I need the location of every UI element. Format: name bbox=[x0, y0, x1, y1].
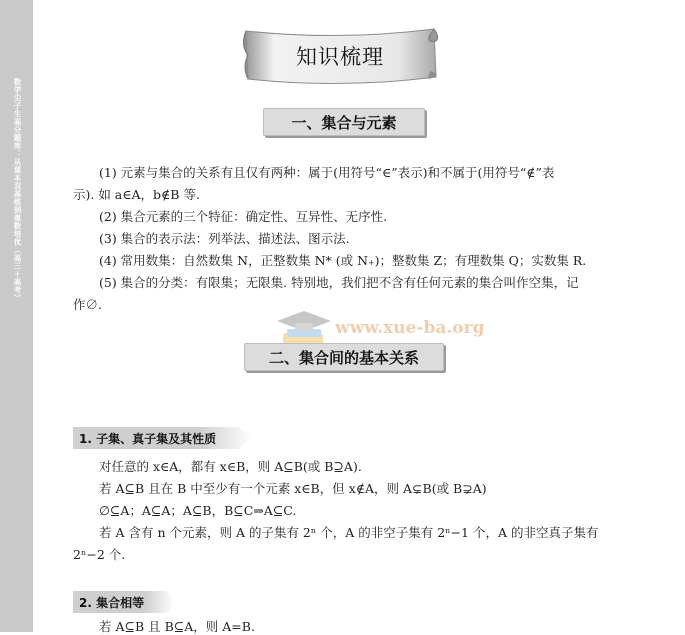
title-banner bbox=[240, 27, 440, 89]
s1-p2: (2) 集合元素的三个特征：确定性、互异性、无序性. bbox=[99, 209, 388, 224]
page-title: 知识梳理 bbox=[296, 45, 384, 69]
s1-p3: (3) 集合的表示法：列举法、描述法、图示法. bbox=[99, 231, 350, 246]
subsection-1-title: 1. 子集、真子集及其性质 bbox=[79, 431, 217, 446]
section-2-heading: 二、集合间的基本关系 bbox=[244, 343, 444, 371]
s2-sub1-line5: 2ⁿ−2 个. bbox=[73, 547, 126, 562]
section-1-heading: 一、集合与元素 bbox=[263, 108, 425, 136]
s2-sub1-line1: 对任意的 x∈A，都有 x∈B，则 A⊆B(或 B⊇A). bbox=[99, 459, 362, 474]
subsection-1-heading bbox=[73, 427, 253, 449]
s2-sub1-line4: 若 A 含有 n 个元素，则 A 的子集有 2ⁿ 个，A 的非空子集有 2ⁿ−1 个，A 的非空真子集有 bbox=[99, 525, 599, 540]
s1-p1-line1: (1) 元素与集合的关系有且仅有两种：属于(用符号“∈”表示)和不属于(用符号“∉”表 bbox=[99, 165, 555, 180]
subsection-2-title: 2. 集合相等 bbox=[79, 595, 145, 610]
s2-sub1-line3: ∅⊆A；A⊆A；A⊆B，B⊆C⇒A⊆C. bbox=[99, 503, 297, 518]
s1-p1-line2: 示). 如 a∈A，b∉B 等. bbox=[73, 187, 200, 202]
side-book-title: 数学尖子生高分题库：从课本双基练到奥数培优（高三＋高考） bbox=[13, 78, 22, 302]
s1-p5-line2: 作∅. bbox=[73, 297, 102, 312]
s1-p5-line1: (5) 集合的分类：有限集；无限集. 特别地，我们把不含有任何元素的集合叫作空集，记 bbox=[99, 275, 579, 290]
s2-sub1-line2: 若 A⊆B 且在 B 中至少有一个元素 x∈B，但 x∉A，则 A⊊B(或 B⊋A) bbox=[99, 481, 487, 496]
watermark-url: www.xue-ba.org bbox=[335, 318, 485, 338]
s2-sub2-line1: 若 A⊆B 且 B⊆A，则 A=B. bbox=[99, 619, 255, 634]
subsection-2-heading bbox=[73, 591, 175, 613]
side-strip bbox=[0, 0, 33, 632]
s1-p4: (4) 常用数集：自然数集 N，正整数集 N* (或 N₊)；整数集 Z；有理数集 Q；实数集 R. bbox=[99, 253, 587, 268]
